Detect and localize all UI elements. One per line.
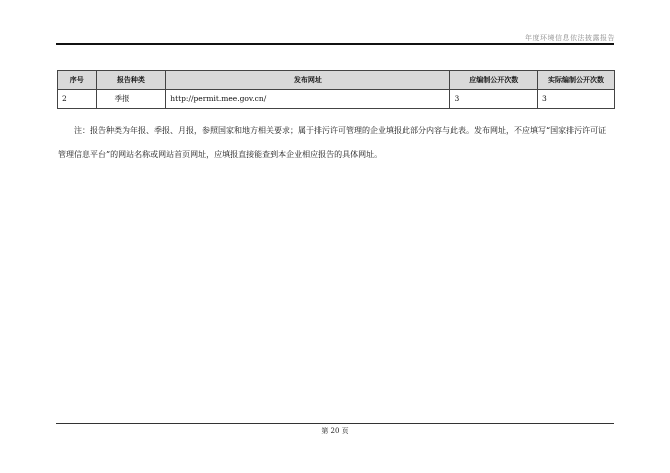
running-header-title: 年度环境信息依法披露报告 xyxy=(525,34,615,42)
page-number: 第 20 页 xyxy=(321,427,349,435)
cell-report-type: 季报 xyxy=(96,90,166,109)
column-header-actual-count: 实际编制公开次数 xyxy=(537,71,614,90)
report-disclosure-table xyxy=(57,70,615,109)
cell-publish-url[interactable]: http://permit.mee.gov.cn/ xyxy=(166,90,450,109)
footer-divider xyxy=(56,423,614,424)
table-header-row xyxy=(58,71,615,90)
table-row xyxy=(58,90,615,109)
cell-actual-count: 3 xyxy=(537,90,614,109)
column-header-publish-url: 发布网址 xyxy=(166,71,450,90)
header-divider xyxy=(56,43,614,45)
table-footnote: 注：报告种类为年报、季报、月报，参照国家和地方相关要求；属于排污许可管理的企业填报此部分内容与此表。发布网址，不应填写“国家排污许可证管理信息平台”的网站名称或网站首页网址，应填报直接能查到本企业相应报告的具体网址。 xyxy=(58,126,607,159)
column-header-report-type: 报告种类 xyxy=(96,71,166,90)
column-header-serial-number: 序号 xyxy=(58,71,97,90)
cell-required-count: 3 xyxy=(450,90,537,109)
cell-serial-number: 2 xyxy=(58,90,97,109)
column-header-required-count: 应编制公开次数 xyxy=(450,71,537,90)
